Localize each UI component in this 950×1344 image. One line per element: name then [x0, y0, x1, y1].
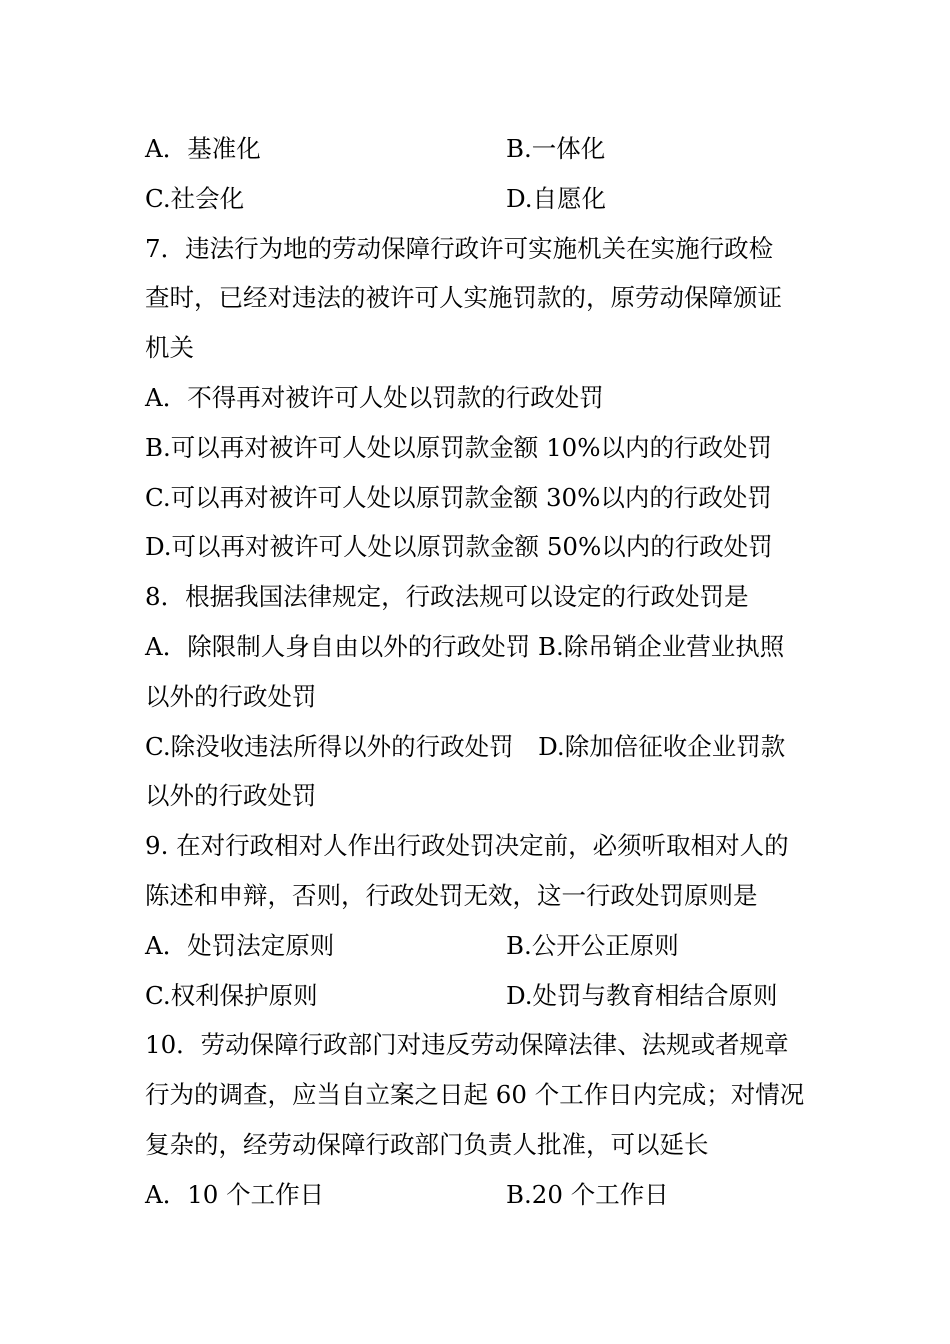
- q6-option-a: A．基准化: [145, 134, 261, 163]
- q7-stem-line-2: 查时，已经对违法的被许可人实施罚款的，原劳动保障颁证: [145, 283, 782, 313]
- q10-option-a: A．10 个工作日: [145, 1179, 325, 1209]
- q10-stem-line-3: 复杂的，经劳动保障行政部门负责人批准，可以延长: [145, 1129, 709, 1159]
- q8-stem-line-1: 8．根据我国法律规定，行政法规可以设定的行政处罚是: [145, 582, 749, 612]
- q10-stem-line-2: 行为的调查，应当自立案之日起 60 个工作日内完成；对情况: [145, 1080, 805, 1110]
- q8-option-line-4: 以外的行政处罚: [145, 781, 317, 811]
- q6-options-row-1: [145, 124, 815, 174]
- q7-option-b: B.可以再对被许可人处以原罚款金额 10%以内的行政处罚: [145, 432, 773, 462]
- q6-option-c: C.社会化: [145, 183, 245, 213]
- q9-options-row-1: [145, 921, 815, 971]
- q7-option-c: C.可以再对被许可人处以原罚款金额 30%以内的行政处罚: [145, 482, 772, 512]
- q9-option-a: A．处罚法定原则: [145, 930, 335, 960]
- q8-option-line-2: 以外的行政处罚: [145, 681, 317, 711]
- q10-stem-line-1: 10．劳动保障行政部门对违反劳动保障法律、法规或者规章: [145, 1030, 789, 1060]
- q10-options-row-1: [145, 1170, 815, 1220]
- q6-option-d: D.自愿化: [506, 183, 607, 213]
- q9-option-c: C.权利保护原则: [145, 980, 318, 1010]
- document-page: [145, 124, 815, 1220]
- q6-option-b: B.一体化: [506, 134, 606, 163]
- q7-stem-line-3: 机关: [145, 333, 194, 363]
- q8-option-line-3: C.除没收违法所得以外的行政处罚 D.除加倍征收企业罚款: [145, 731, 786, 761]
- q9-option-d: D.处罚与教育相结合原则: [506, 980, 778, 1010]
- q7-option-a: A．不得再对被许可人处以罚款的行政处罚: [145, 382, 604, 412]
- q9-stem-line-2: 陈述和申辩，否则，行政处罚无效，这一行政处罚原则是: [145, 880, 758, 910]
- q10-option-b: B.20 个工作日: [506, 1179, 669, 1209]
- q6-options-row-2: [145, 174, 815, 224]
- q9-option-b: B.公开公正原则: [506, 930, 679, 960]
- q7-option-d: D.可以再对被许可人处以原罚款金额 50%以内的行政处罚: [145, 532, 773, 562]
- q8-option-line-1: A．除限制人身自由以外的行政处罚 B.除吊销企业营业执照: [145, 631, 785, 661]
- q9-stem-line-1: 9. 在对行政相对人作出行政处罚决定前，必须听取相对人的: [145, 831, 789, 861]
- q9-options-row-2: [145, 971, 815, 1021]
- q7-stem-line-1: 7．违法行为地的劳动保障行政许可实施机关在实施行政检: [145, 233, 774, 263]
